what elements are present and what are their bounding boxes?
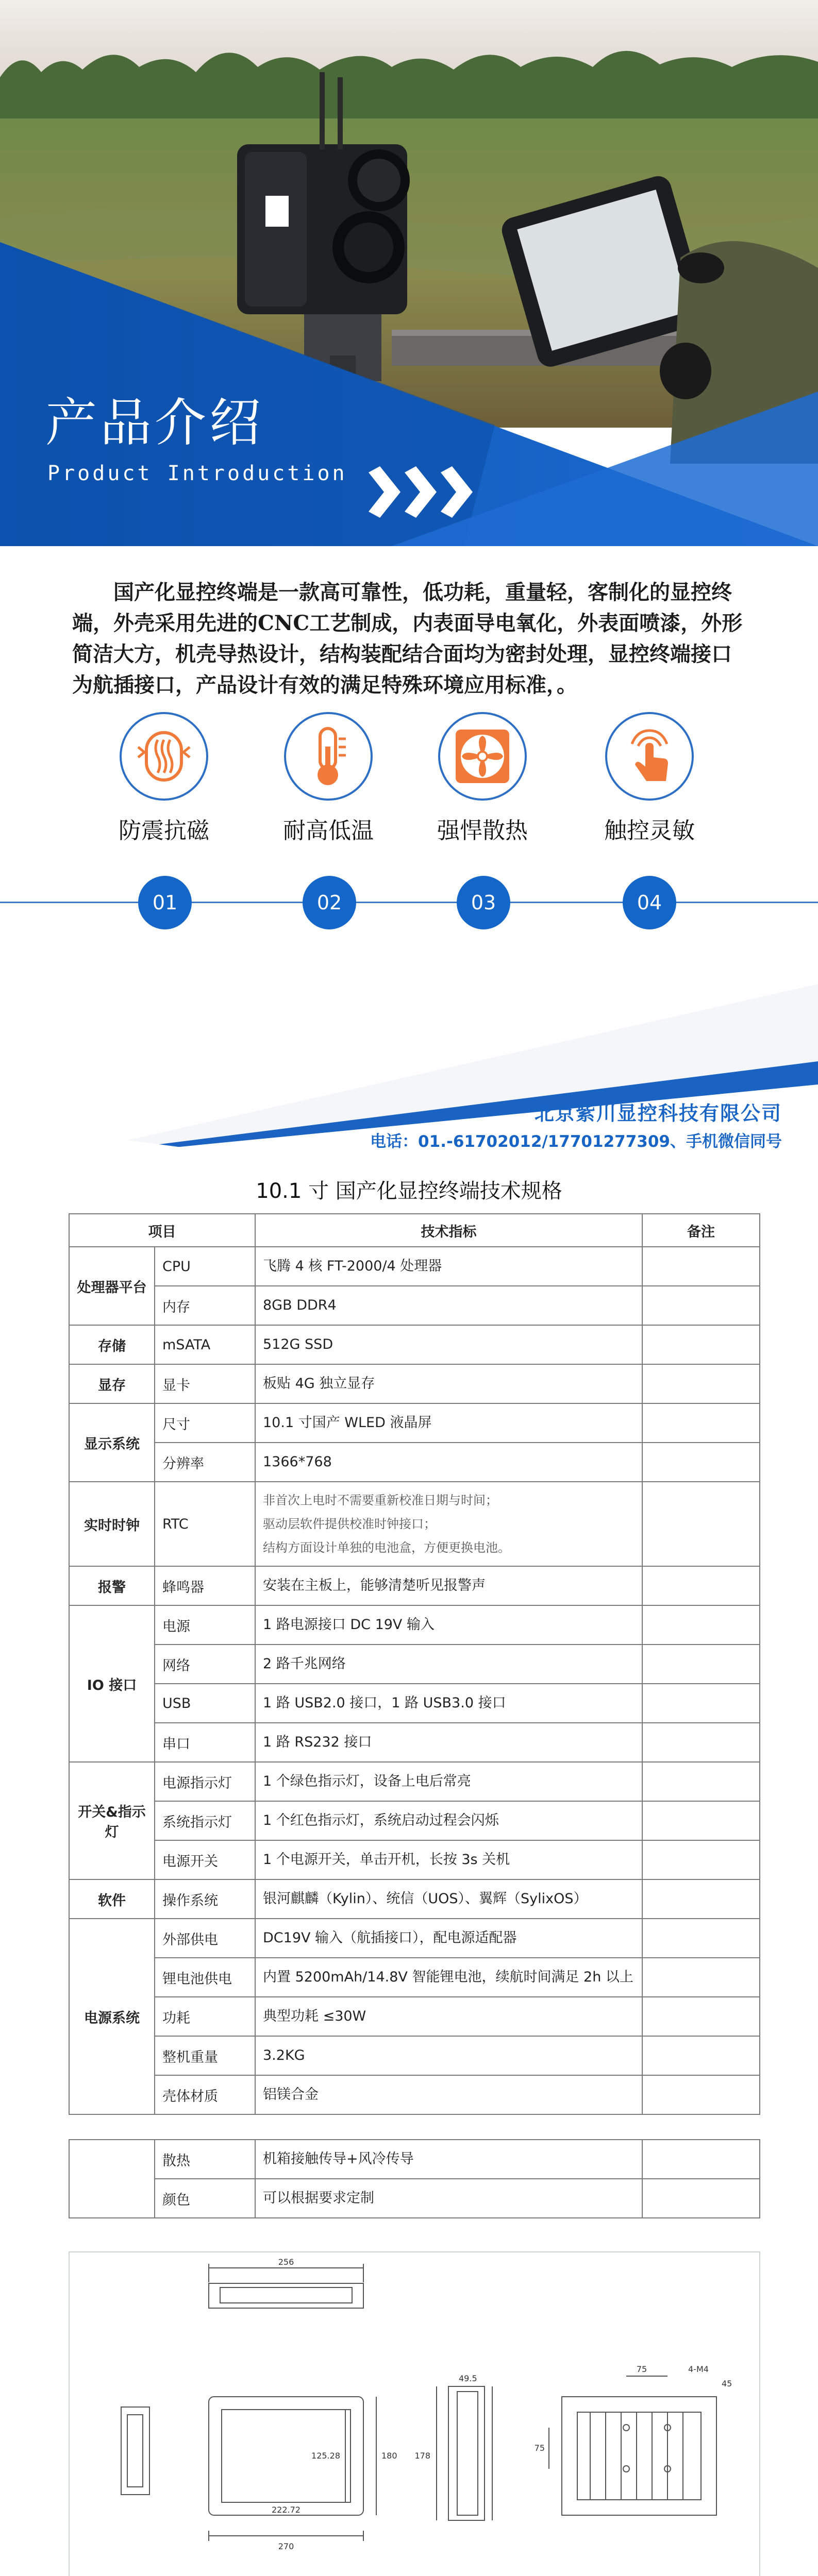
spec-header-value: 技术指标 [255, 1214, 642, 1247]
feature-touch [582, 712, 716, 845]
spec-value [255, 1482, 642, 1566]
dim-front-inner-width: 222.72 [272, 2505, 301, 2515]
touch-hand-icon [616, 723, 682, 789]
spec-row [69, 2179, 760, 2218]
spec-item: 蜂鸣器 [155, 1566, 255, 1605]
spec-category: 报警 [69, 1566, 155, 1605]
spec-category [69, 2140, 155, 2218]
spec-header-row [69, 1214, 760, 1247]
spec-note [642, 1919, 760, 1958]
spec-row [69, 1286, 760, 1325]
intro-paragraph: 国产化显控终端是一款高可靠性，低功耗，重量轻，客制化的显控终端，外壳采用先进的CNC工艺制成，内表面导电氧化，外表面喷漆，外形简洁大方，机壳导热设计，结构装配结合面均为密封处理，显控终端接口为航插接口，产品设计有效的满足特殊环境应用标准，。 [72, 580, 743, 697]
spec-note [642, 1566, 760, 1605]
spec-note [642, 1286, 760, 1325]
spec-value: 铝镁合金 [255, 2075, 642, 2114]
spec-value: 银河麒麟（Kylin）、统信（UOS）、翼辉（SylixOS） [255, 1879, 642, 1919]
spec-header-note: 备注 [642, 1214, 760, 1247]
dim-front-height: 180 [381, 2451, 397, 2461]
spec-value: 机箱接触传导+风冷传导 [255, 2140, 642, 2179]
spec-row [69, 1997, 760, 2036]
spec-category: 软件 [69, 1879, 155, 1919]
spec-item: 分辨率 [155, 1443, 255, 1482]
spec-row [69, 2036, 760, 2075]
spec-row [69, 1919, 760, 1958]
spec-item: 串口 [155, 1723, 255, 1762]
spec-note [642, 1443, 760, 1482]
spec-note [642, 2140, 760, 2179]
spec-row [69, 1247, 760, 1286]
company-name: 北京紫川显控科技有限公司 [534, 1102, 782, 1125]
spec-table-extra [69, 2139, 760, 2218]
feature-number: 01 [138, 876, 192, 929]
spec-value: 1 个电源开关，单击开机，长按 3s 关机 [255, 1840, 642, 1879]
spec-note [642, 1958, 760, 1997]
spec-item: 整机重量 [155, 2036, 255, 2075]
spec-row [69, 1801, 760, 1840]
dim-top-width: 256 [278, 2257, 294, 2267]
spec-value: 板贴 4G 独立显存 [255, 1364, 642, 1403]
feature-icon-circle [438, 712, 527, 801]
feature-number: 04 [623, 876, 676, 929]
spec-note [642, 1801, 760, 1840]
spec-note [642, 1364, 760, 1403]
spec-value: 典型功耗 ≤30W [255, 1997, 642, 2036]
spec-item: USB [155, 1684, 255, 1723]
feature-icon-circle [605, 712, 694, 801]
feature-timeline [0, 902, 818, 903]
hero-banner [0, 0, 818, 546]
spec-value: 1 个绿色指示灯，设备上电后常亮 [255, 1762, 642, 1801]
spec-note [642, 1762, 760, 1801]
spec-value: 512G SSD [255, 1325, 642, 1364]
technical-drawing [69, 2251, 760, 2576]
feature-icon-circle [284, 712, 373, 801]
spec-header-item: 项目 [69, 1214, 255, 1247]
spec-row [69, 2075, 760, 2114]
spec-value: 1 路 USB2.0 接口，1 路 USB3.0 接口 [255, 1684, 642, 1723]
spec-category: 开关&指示灯 [69, 1762, 155, 1879]
spec-row [69, 1840, 760, 1879]
spec-row [69, 1566, 760, 1605]
dimension-drawing [70, 2252, 759, 2576]
spec-row [69, 1645, 760, 1684]
spec-category: 实时时钟 [69, 1482, 155, 1566]
spec-item: 散热 [155, 2140, 255, 2179]
spec-row [69, 1325, 760, 1364]
feature-label: 触控灵敏 [604, 818, 695, 844]
spec-value: 安装在主板上，能够清楚听见报警声 [255, 1566, 642, 1605]
spec-value: 8GB DDR4 [255, 1286, 642, 1325]
spec-note [642, 1684, 760, 1723]
spec-note [642, 2075, 760, 2114]
feature-label: 防震抗磁 [119, 818, 209, 844]
spec-item: 壳体材质 [155, 2075, 255, 2114]
spec-item: 操作系统 [155, 1879, 255, 1919]
spec-row [69, 1482, 760, 1566]
feature-cooling [415, 712, 549, 845]
spec-category: 存储 [69, 1325, 155, 1364]
spec-row [69, 1723, 760, 1762]
spec-row [69, 1403, 760, 1443]
spec-item: CPU [155, 1247, 255, 1286]
spec-category: 电源系统 [69, 1919, 155, 2114]
spec-row [69, 1762, 760, 1801]
spec-note [642, 1645, 760, 1684]
spec-note [642, 2036, 760, 2075]
spec-row [69, 1443, 760, 1482]
dim-rear-2: 4-M4 [688, 2364, 709, 2374]
spec-row [69, 2140, 760, 2179]
spec-item: 颜色 [155, 2179, 255, 2218]
feature-shock-magnetic [97, 712, 231, 845]
spec-value-line: 非首次上电时不需要重新校准日期与时间； [263, 1493, 498, 1507]
spec-note [642, 1325, 760, 1364]
hero-subtitle: Product Introduction [47, 462, 347, 485]
spec-note [642, 1403, 760, 1443]
chevrons-right-icon [369, 466, 477, 518]
dim-side-depth: 49.5 [459, 2374, 477, 2383]
spec-item: RTC [155, 1482, 255, 1566]
thermometer-icon [295, 723, 361, 789]
spec-category: 显示系统 [69, 1403, 155, 1482]
spec-item: 尺寸 [155, 1403, 255, 1443]
spec-note [642, 1247, 760, 1286]
spec-value: DC19V 输入（航插接口），配电源适配器 [255, 1919, 642, 1958]
spec-item: 锂电池供电 [155, 1958, 255, 1997]
spec-row [69, 1684, 760, 1723]
spec-value: 1 路电源接口 DC 19V 输入 [255, 1605, 642, 1645]
spec-item: 外部供电 [155, 1919, 255, 1958]
feature-temperature [261, 712, 395, 845]
dim-rear-1: 75 [636, 2364, 647, 2374]
spec-value: 1 个红色指示灯，系统启动过程会闪烁 [255, 1801, 642, 1840]
feature-icon-circle [120, 712, 208, 801]
dim-rear-3: 75 [534, 2443, 545, 2453]
spec-row [69, 1364, 760, 1403]
hero-title: 产品介绍 [45, 393, 264, 453]
spec-item: 内存 [155, 1286, 255, 1325]
spec-category: IO 接口 [69, 1605, 155, 1762]
spec-value: 3.2KG [255, 2036, 642, 2075]
feature-number: 03 [457, 876, 510, 929]
spec-note [642, 2179, 760, 2218]
spec-item: 显卡 [155, 1364, 255, 1403]
spec-value-line: 驱动层软件提供校准时钟接口； [263, 1517, 436, 1531]
dim-rear-4: 45 [722, 2379, 732, 2388]
feature-label: 耐高低温 [283, 818, 374, 844]
spec-note [642, 1605, 760, 1645]
spec-note [642, 1840, 760, 1879]
spec-title: 10.1 寸 国产化显控终端技术规格 [256, 1179, 562, 1203]
spec-value: 可以根据要求定制 [255, 2179, 642, 2218]
spec-value: 10.1 寸国产 WLED 液晶屏 [255, 1403, 642, 1443]
spec-item: 电源 [155, 1605, 255, 1645]
fan-cooling-icon [449, 723, 515, 789]
company-phone: 电话：01.-61702012/17701277309、手机微信同号 [370, 1132, 782, 1151]
shock-magnetic-icon [131, 723, 197, 789]
feature-label: 强悍散热 [437, 818, 528, 844]
spec-item: 电源开关 [155, 1840, 255, 1879]
spec-table [69, 1213, 760, 2115]
spec-note [642, 1997, 760, 2036]
spec-item: 系统指示灯 [155, 1801, 255, 1840]
spec-category: 处理器平台 [69, 1247, 155, 1325]
feature-number: 02 [303, 876, 356, 929]
spec-row [69, 1605, 760, 1645]
spec-note [642, 1482, 760, 1566]
spec-value: 内置 5200mAh/14.8V 智能锂电池，续航时间满足 2h 以上 [255, 1958, 642, 1997]
dim-front-inner-height: 125.28 [311, 2451, 340, 2461]
spec-item: 功耗 [155, 1997, 255, 2036]
spec-value-line: 结构方面设计单独的电池盒，方便更换电池。 [263, 1540, 510, 1555]
spec-value: 飞腾 4 核 FT-2000/4 处理器 [255, 1247, 642, 1286]
spec-item: 电源指示灯 [155, 1762, 255, 1801]
spec-row [69, 1958, 760, 1997]
spec-row [69, 1879, 760, 1919]
dim-front-width: 270 [278, 2541, 294, 2551]
spec-note [642, 1723, 760, 1762]
spec-value: 1366*768 [255, 1443, 642, 1482]
spec-value: 1 路 RS232 接口 [255, 1723, 642, 1762]
spec-value: 2 路千兆网络 [255, 1645, 642, 1684]
dim-side-height: 178 [414, 2451, 430, 2461]
spec-item: 网络 [155, 1645, 255, 1684]
spec-note [642, 1879, 760, 1919]
spec-category: 显存 [69, 1364, 155, 1403]
spec-item: mSATA [155, 1325, 255, 1364]
